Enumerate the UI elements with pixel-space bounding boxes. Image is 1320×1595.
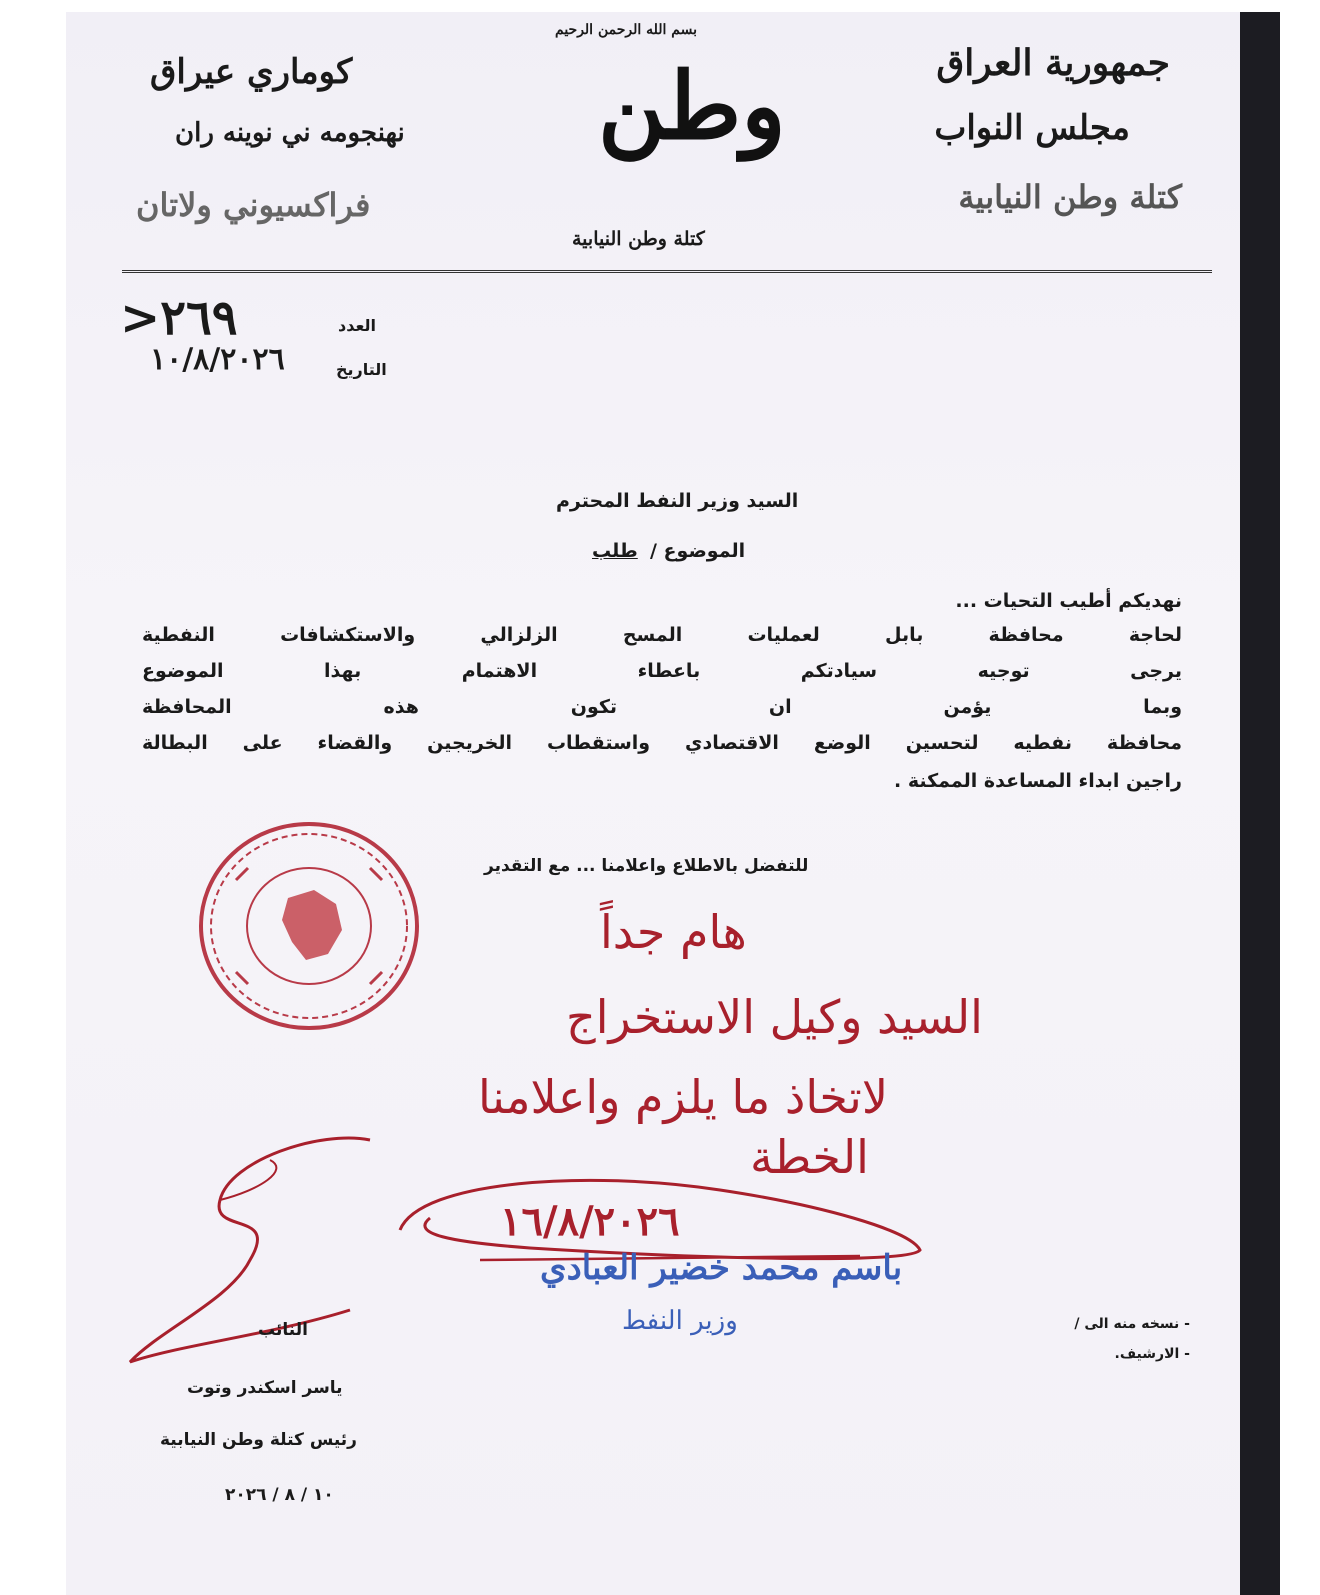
number-value: ٢٦٩< [120,290,238,346]
note-line3: لاتخاذ ما يلزم واعلامنا [478,1070,889,1124]
subject-label: الموضوع / [650,540,746,562]
minister-name-stamp: باسم محمد خضير العبادي [540,1248,903,1288]
signatory-signature [120,1130,400,1380]
letterhead-country: جمهورية العراق [936,42,1170,84]
signatory-role: النائب [258,1320,308,1340]
body-line-last: راجين ابداء المساعدة الممكنة . [894,770,1182,792]
signatory-position: رئيس كتلة وطن النيابية [160,1430,357,1450]
signatory-name: ياسر اسكندر وتوت [187,1378,343,1398]
body-line: يرجى توجيه سيادتكم باعطاء الاهتمام بهذا الموضوع [142,660,1182,682]
bloc-seal [196,820,422,1032]
note-line1: هام جداً [600,905,747,959]
scan-edge [1240,12,1280,1595]
closing: للتفضل بالاطلاع واعلامنا ... مع التقدير [484,856,809,876]
addressee: السيد وزير النفط المحترم [556,490,799,512]
letterhead-left-line1: كوماري عيراق [150,52,353,92]
body-line: لحاجة محافظة بابل لعمليات المسح الزلزالي والاستكشافات النفطية [142,624,1182,646]
note-date: ١٦/٨/٢٠٢٦ [500,1198,680,1245]
minister-title-stamp: وزير النفط [622,1306,738,1336]
number-label: العدد [338,316,376,335]
date-label: التاريخ [336,360,387,379]
note-line2: السيد وكيل الاستخراج [566,990,983,1044]
note-line4: الخطة [750,1130,869,1184]
letterhead-bloc: كتلة وطن النيابية [958,178,1182,216]
letterhead-council: مجلس النواب [934,108,1130,148]
copies-label: - نسخه منه الى / [1074,1316,1190,1332]
logo-wordmark: وطن [598,52,786,160]
header-divider [122,270,1212,273]
letterhead-left-line2: نهنجومه ني نوينه ران [175,118,405,148]
greeting: نهديكم أطيب التحيات ... [955,590,1182,612]
copies-item: - الارشيف. [1114,1346,1190,1362]
signatory-date: ١٠ / ٨ / ٢٠٢٦ [225,1485,334,1505]
basmala: بسم الله الرحمن الرحيم [555,22,697,38]
subject-value: طلب [592,540,638,562]
body-line: وبما يؤمن ان تكون هذه المحافظة [142,696,1182,718]
logo-caption: كتلة وطن النيابية [572,228,705,250]
date-value: ١٠/٨/٢٠٢٦ [150,342,285,377]
body-line: محافظة نفطيه لتحسين الوضع الاقتصادي واستقطاب الخريجين والقضاء على البطالة [142,732,1182,754]
letterhead-left-line3: فراكسيوني ولاتان [136,186,371,224]
